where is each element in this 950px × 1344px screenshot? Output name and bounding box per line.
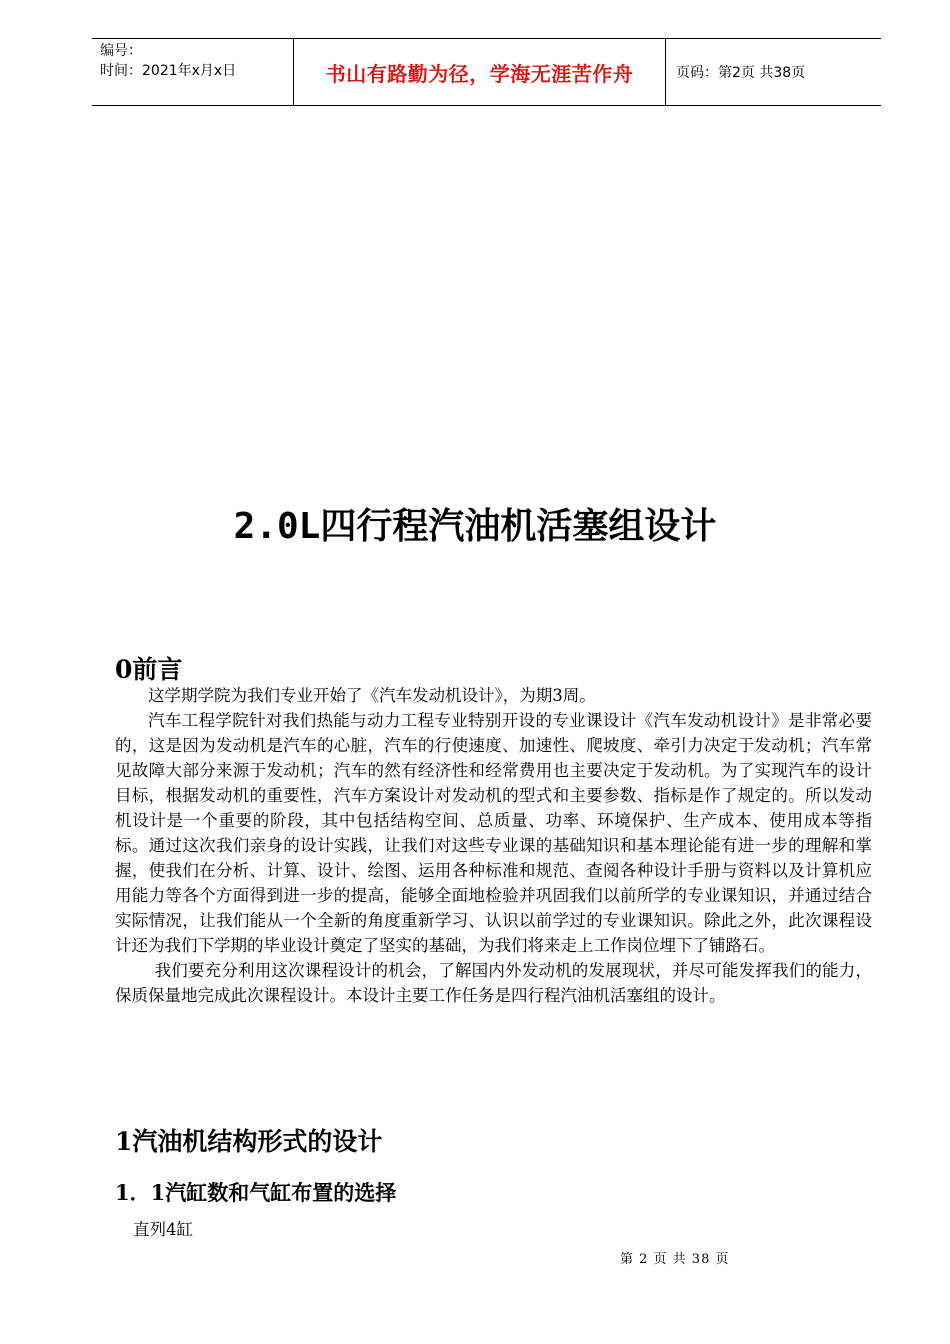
header-motto: 书山有路勤为径，学海无涯苦作舟 bbox=[293, 39, 666, 105]
header-page-code: 页码：第2页 共38页 bbox=[676, 65, 806, 81]
preface-paragraph: 我们要充分利用这次课程设计的机会，了解国内外发动机的发展现状，并尽可能发挥我们的能力，保质保量地完成此次课程设计。本设计主要工作任务是四行程汽油机活塞组的设计。 bbox=[115, 961, 872, 1005]
section-heading-structure: 1汽油机结构形式的设计 bbox=[115, 1127, 383, 1156]
header-meta bbox=[92, 39, 293, 105]
cylinder-arrangement-text: 直列4缸 bbox=[133, 1220, 193, 1239]
page-footer: 第 2 页 共 38 页 bbox=[620, 1252, 730, 1267]
preface-paragraph: 汽车工程学院针对我们热能与动力工程专业特别开设的专业课设计《汽车发动机设计》是非常必要的，这是因为发动机是汽车的心脏，汽车的行使速度、加速性、爬坡度、牵引力决定于发动机；汽车常见故障大部分来源于发动机；汽车的然有经济性和经常费用也主要决定于发动机。为了实现汽车的设计目标，根据发动机的重要性，汽车方案设计对发动机的型式和主要参数、指标是作了规定的。所以发动机设计是一个重要的阶段，其中包括结构空间、总质量、功率、环境保护、生产成本、使用成本等指标。通过这次我们亲身的设计实践，让我们对这些专业课的基础知识和基本理论能有进一步的理解和掌握，使我们在分析、计算、设计、绘图、运用各种标准和规范、查阅各种设计手册与资料以及计算机应用能力等各个方面得到进一步的提高，能够全面地检验并巩固我们以前所学的专业课知识，并通过结合实际情况，让我们能从一个全新的角度重新学习、认识以前学过的专业课知识。除此之外，此次课程设计还为我们下学期的毕业设计奠定了坚实的基础，为我们将来走上工作岗位埋下了铺路石。 bbox=[115, 711, 872, 955]
page-header bbox=[92, 38, 881, 106]
subsection-heading-cylinders: 1．1汽缸数和气缸布置的选择 bbox=[115, 1180, 397, 1205]
preface-body bbox=[115, 683, 872, 1008]
document-number-label: 编号： bbox=[100, 43, 142, 59]
preface-paragraph: 这学期学院为我们专业开始了《汽车发动机设计》，为期3周。 bbox=[148, 686, 596, 705]
document-title: 2.0L四行程汽油机活塞组设计 bbox=[233, 506, 717, 547]
section-heading-preface: 0前言 bbox=[115, 655, 183, 684]
document-time: 时间：2021年x月x日 bbox=[100, 63, 237, 79]
